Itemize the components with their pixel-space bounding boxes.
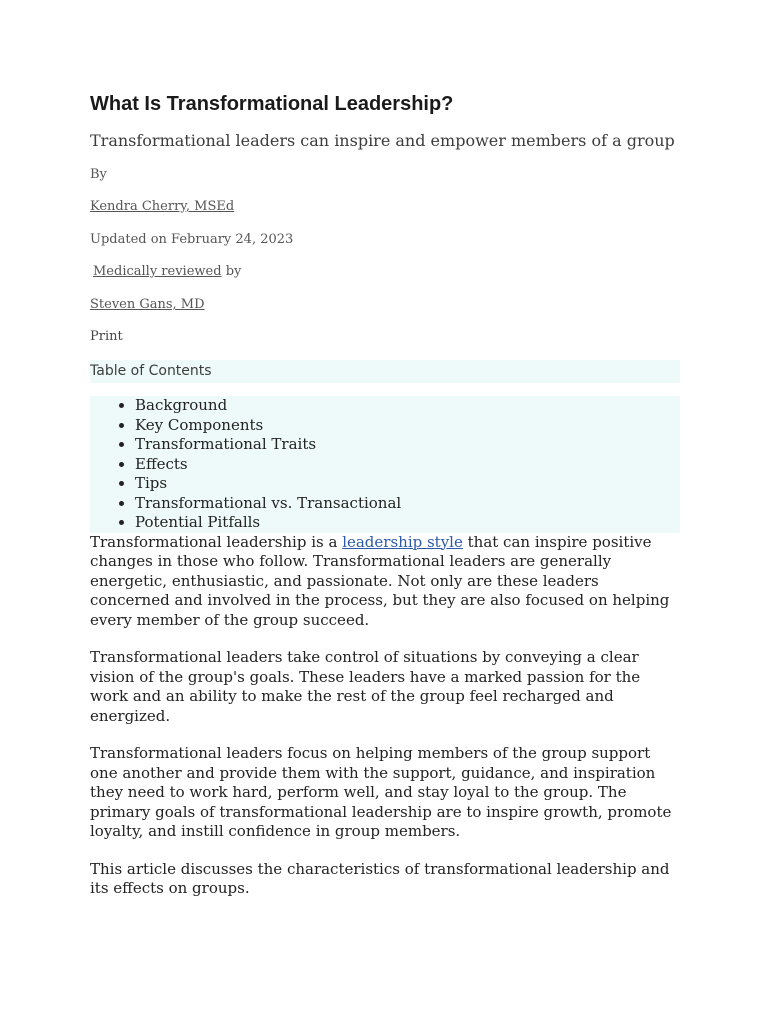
page-subtitle: Transformational leaders can inspire and empower members of a group <box>90 131 675 150</box>
paragraph-intro-start: Transformational leadership is a <box>90 532 343 551</box>
page-title: What Is Transformational Leadership? <box>90 93 454 115</box>
reviewed-row <box>90 263 680 281</box>
article <box>90 90 680 899</box>
toc-item-key-components[interactable]: • Key Components <box>135 416 680 436</box>
paragraph-goals: Transformational leaders focus on helping members of the group support one another and provide them with the support, guidance, and inspiration they need to work hard, perform well, and stay loyal to the group. The primary goals of transformational leadership are to inspire growth, promote loyalty, and instill confidence in group members. <box>90 744 672 840</box>
leadership-style-link[interactable]: leadership style <box>342 532 463 551</box>
author-link[interactable]: Kendra Cherry, MSEd <box>90 199 235 214</box>
paragraph-summary: This article discusses the characteristics of transformational leadership and its effects on groups. <box>90 859 670 897</box>
reviewer-link[interactable]: Steven Gans, MD <box>90 297 205 312</box>
updated-date: Updated on February 24, 2023 <box>90 232 294 247</box>
toc-heading[interactable]: Table of Contents <box>90 360 680 383</box>
toc-item-tips[interactable]: • Tips <box>135 474 680 494</box>
toc-item-background[interactable]: • Background <box>135 396 680 416</box>
medically-reviewed-link[interactable]: Medically reviewed <box>93 264 222 279</box>
paragraph-vision: Transformational leaders take control of situations by conveying a clear vision of the group's goals. These leaders have a marked passion for the work and an ability to make the rest of the group feel recharged and energized. <box>90 648 641 725</box>
reviewed-by-label: by <box>221 264 242 279</box>
reviewer-row <box>90 296 680 314</box>
toc-item-transformational-vs-transactional[interactable]: • Transformational vs. Transactional <box>135 494 680 514</box>
author-row <box>90 198 680 216</box>
toc-item-transformational-traits[interactable]: • Transformational Traits <box>135 435 680 455</box>
paragraph-intro <box>90 533 680 631</box>
byline-label: By <box>90 167 107 182</box>
toc-item-potential-pitfalls[interactable]: • Potential Pitfalls <box>135 513 680 533</box>
print-button[interactable]: Print <box>90 329 123 344</box>
toc-item-effects[interactable]: • Effects <box>135 455 680 475</box>
paragraph-intro-rest: that can inspire positive changes in those who follow. Transformational leaders are generally energetic, enthusiastic, and passionate. Not only are these leaders concerned and involved in the process, but they are also focused on helping every member of the group succeed. <box>90 532 670 629</box>
toc-list <box>90 396 680 533</box>
